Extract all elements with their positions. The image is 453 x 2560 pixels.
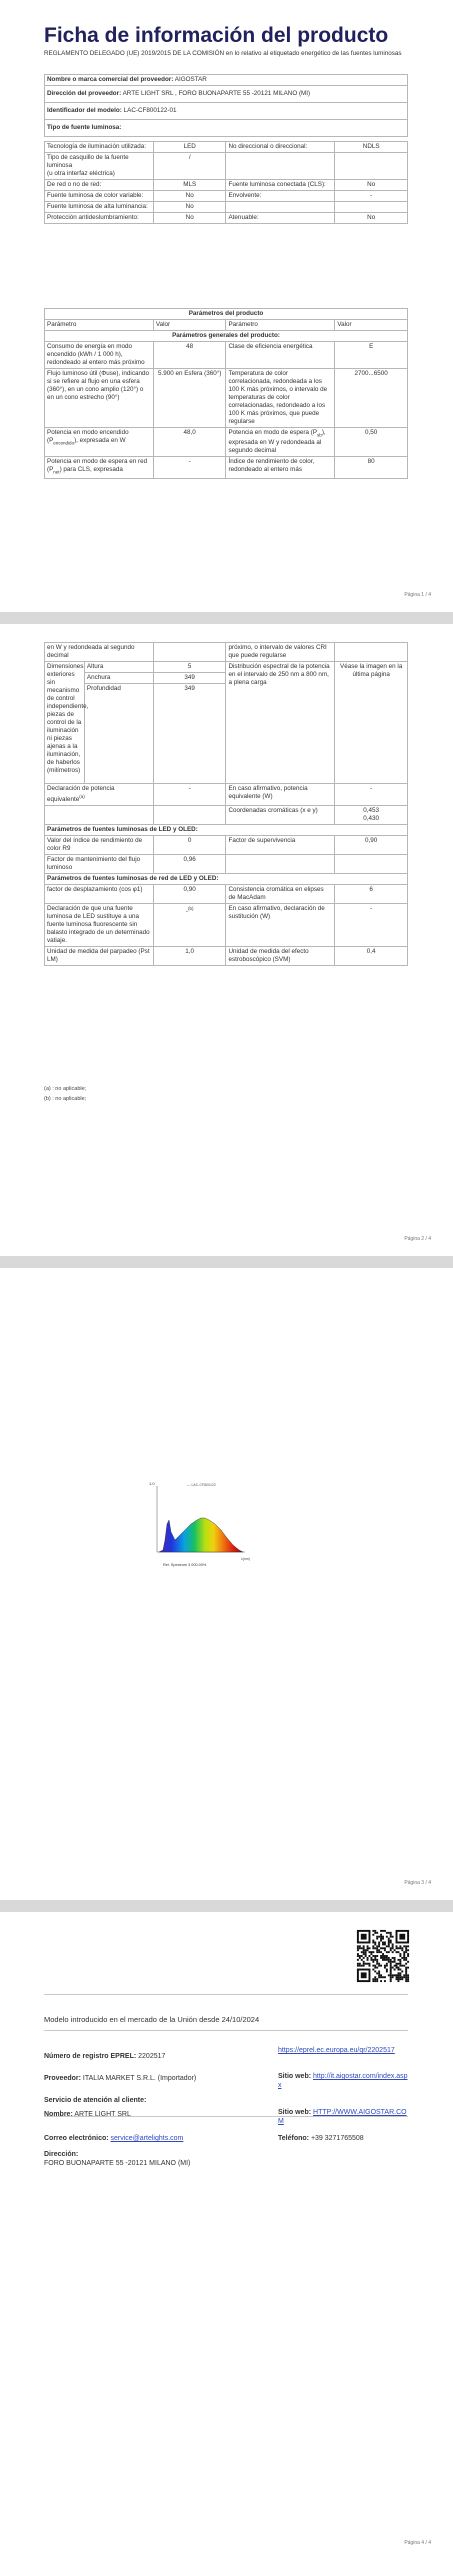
power-on-label: Potencia en modo encendido $(P_{encendido})$, expresada en W	[45, 428, 154, 457]
supplier-table	[44, 74, 408, 137]
page-number: Página 2 / 4	[404, 1236, 431, 1242]
spectrum-x-label: λ(nm)	[241, 1557, 250, 1561]
page-title: Ficha de información del producto	[44, 24, 389, 47]
page-number: Página 1 / 4	[404, 592, 431, 598]
email-link[interactable]: service@artelights.com	[110, 2135, 184, 2142]
qr-code-icon	[355, 1928, 411, 1984]
led-title: Parámetros de fuentes luminosas de LED y OLED:	[45, 825, 408, 836]
phone-row: Teléfono: +39 3271765508	[278, 2135, 364, 2142]
market-intro: Modelo introducido en el mercado de la Unión desde 24/10/2024	[44, 2015, 260, 2024]
model-row: Identificador del modelo: LAC-CF800122-01	[45, 103, 408, 120]
page-4	[0, 1912, 453, 2560]
params-title: Parámetros del producto	[45, 309, 408, 320]
supplier-row: Proveedor: ITALIA MARKET S.R.L. (Importador)	[44, 2075, 197, 2082]
address-row: Dirección del proveedor: ARTE LIGHT SRL , FORO BUONAPARTE 55 -20121 MILANO (MI)	[45, 86, 408, 103]
params-table-p2: en W y redondeada al segundo decimal próximo, o intervalo de valores CRI que puede regularse Dimensiones exteriores sin mecanismo de control independiente, piezas de control de la iluminación ni piezas ajenas a la iluminación, de haberlos (milímetros) Altura 5 Distribución espectral de la potencia en el intervalo de 250 nm a 800 nm, a plena carga Véase la imagen en la última página Anchura 349 Profundidad 349 Declaración de potencia equivalente$^{(a)}$ - En caso afirmativo, potencia equivalente (W) - Coordenadas cromáticas (x e y) 0,453 0,430 Parámetros de fuentes luminosas de LED y OLED: Valor del índice de rendimiento de color R9 0 Factor de supervivencia 0,90 Factor de mantenimiento del flujo luminoso 0,96 Parámetros de fuentes luminosas de red de LED y OLED: factor de desplazamiento (cos φ1) 0,90 Consistencia cromática en elipses de MacAdam 6 Declaración de que una fuente luminosa de LED sustituye a una fuente luminosa fluorescente sin balasto integrado de un determinado vatiaje. -$^{(b)}$ En caso afirmativo, declaración de sustitución (W) - Unidad de medida del parpadeo (Pst LM) 1,0 Unidad de medida del efecto estroboscópico (SVM) 0,4	[44, 642, 408, 966]
type-label-row: Tipo de fuente luminosa:	[45, 120, 408, 137]
spectrum-chart	[145, 1480, 255, 1568]
standby-label: Potencia en modo de espera $(P_{sb})$, expresada en W y redondeada al segundo decimal	[226, 428, 335, 457]
web2-row: Sitio web: HTTP://WWW.AIGOSTAR.COM	[278, 2109, 407, 2125]
regulation-text: REGLAMENTO DELEGADO (UE) 2019/2015 DE LA COMISIÓN en lo relativo al etiquetado energético de las fuentes luminosas	[44, 50, 402, 57]
address-block: Dirección: FORO BUONAPARTE 55 -20121 MILANO (MI)	[44, 2151, 191, 2167]
net-standby-label: Potencia en modo de espera en red $(P_{net})$ para CLS, expresada	[45, 457, 154, 478]
service-title: Servicio de atención al cliente:	[44, 2097, 147, 2104]
footnotes: (a) : no aplicable; (b) : no aplicable;	[44, 1086, 87, 1102]
params-table-p1: Parámetros del producto Parámetro Valor Parámetro Valor Parámetros generales del producto: Consumo de energía en modo encendido (kWh / 1 000 h), redondeado al entero más próximo 48 Clase de eficiencia energética E Flujo luminoso útil (Φuse), indicando si se refiere al flujo en una esfera (360°), en un cono amplio (120°) o en un cono estrecho (90°) 5.900 en Esfera (360°) Temperatura de color correlacionada, redondeada a los 100 K más próximos, o intervalo de temperaturas de color correlacionadas, redondeado a los 100 K más próximos, que puede regularse 2700...6500 Potencia en modo encendido $(P_{encendido})$, expresada en W 48,0 Potencia en modo de espera $(P_{sb})$, expresada en W y redondeada al segundo decimal 0,50 Potencia en modo de espera en red $(P_{net})$ para CLS, expresada - Índice de rendimiento de color, redondeado al entero más 80	[44, 308, 408, 479]
page-1	[0, 0, 453, 612]
spectrum-legend: — LAC-CF800122	[187, 1483, 216, 1487]
type-table: Tecnología de iluminación utilizada: LED No direccional o direccional: NDLS Tipo de casquillo de la fuente luminosa (u otra interfaz eléctrica) / De red o no de red: MLS Fuente luminosa conectada (CLS): No Fuente luminosa de color variable: No Envolvente: - Fuente luminosa de alta luminancia: No Protección antideslumbramiento: No Atenuable: No	[44, 141, 408, 224]
page-number: Página 3 / 4	[404, 1880, 431, 1886]
email-row: Correo electrónico: service@artelights.com	[44, 2135, 184, 2142]
page-number: Página 4 / 4	[404, 2540, 431, 2546]
mains-title: Parámetros de fuentes luminosas de red de LED y OLED:	[45, 874, 408, 885]
service-name-row: Nombre: ARTE LIGHT SRL	[44, 2111, 131, 2118]
spectrum-y-top: 1.0	[149, 1481, 155, 1486]
service-website-link[interactable]: HTTP://WWW.AIGOSTAR.COM	[278, 2109, 407, 2125]
spectrum-caption: Rel. Spectrum 3 000.00%	[163, 1563, 207, 1567]
page-2	[0, 624, 453, 1256]
brand-row: Nombre o marca comercial del proveedor: AIGOSTAR	[45, 75, 408, 86]
general-params-title: Parámetros generales del producto:	[45, 331, 408, 342]
page-3	[0, 1268, 453, 1900]
web1-row: Sitio web: http://it.aigostar.com/index.aspx	[278, 2073, 408, 2089]
supplier-website-link[interactable]: http://it.aigostar.com/index.aspx	[278, 2073, 408, 2089]
dims-label: Dimensiones exteriores sin mecanismo de control independiente, piezas de control de la iluminación ni piezas ajenas a la iluminación, de haberlos (milímetros)	[45, 662, 85, 784]
eprel-row: Número de registro EPREL: 2202517	[44, 2053, 166, 2060]
eprel-link[interactable]: https://eprel.ec.europa.eu/qr/2202517	[278, 2047, 395, 2054]
spectrum-curve	[159, 1518, 243, 1552]
